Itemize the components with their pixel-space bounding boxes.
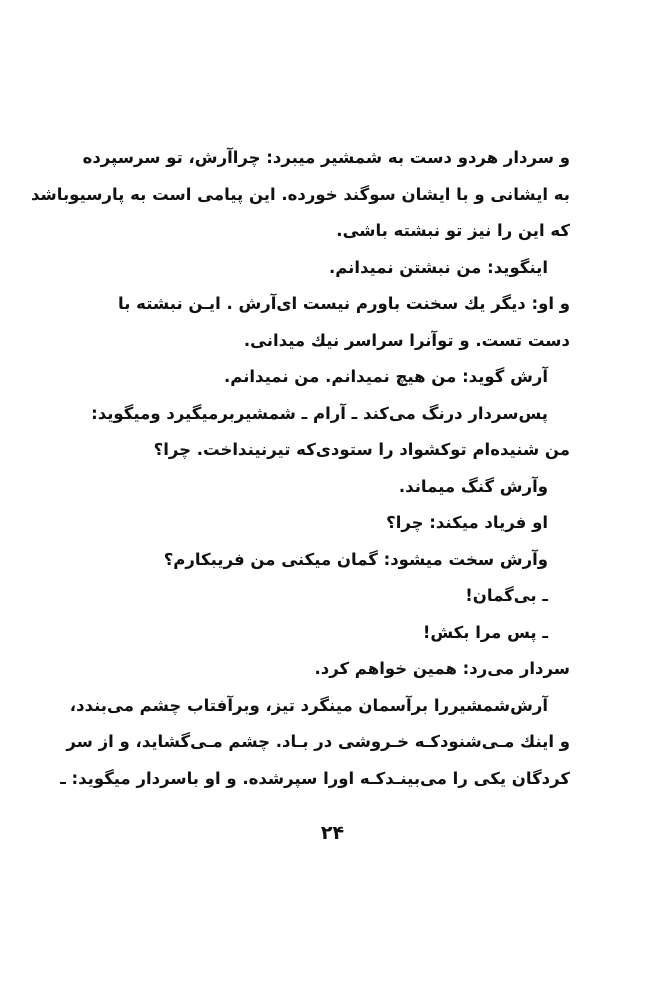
- text-line: و اینك مـی‌شنودکـه خـروشی در بـاد. چشم مـی‌گشاید، و از سر: [66, 732, 570, 751]
- text-line: وآرش گنگ میماند.: [398, 476, 548, 496]
- text-line: سردار می‌ر‌د: همین خواهم کرد.: [314, 659, 570, 678]
- text-line: و او: دیگر یك سخنت باورم نیست ای‌آرش . ایـن نبشته با: [118, 294, 570, 313]
- text-line: ـ بی‌گمان!: [465, 586, 548, 605]
- text-line: دست تست. و توآنرا سراسر نیك میدانی.: [243, 330, 570, 350]
- text-line: و سردار هردو دست به شمشیر میبرد: چراآرش، تو سرسپرده: [82, 148, 570, 167]
- text-line: پس‌سردار درنگ می‌کند ـ آرام ـ شمشیربرمیگیرد ومیگوید:: [91, 403, 548, 423]
- page-number: ۲۴: [320, 822, 345, 844]
- text-line: آرش گوید: من هیچ نمیدانم. من نمیدانم.: [223, 367, 548, 386]
- text-line: او فریاد میکند: چرا؟: [386, 513, 548, 532]
- text-line: اینگوید: من نبشتن نمیدانم.: [328, 257, 548, 277]
- text-line: که این را نیز تو نبشته باشی.: [336, 221, 570, 240]
- text-line: آرش‌شمشیررا برآسمان مینگرد تیز، وبرآفتاب چشم می‌بندد،: [69, 695, 548, 715]
- text-line: کردگان یکی را می‌بینـدکـه اورا سپرشده. و او باسردار میگوید: ـ: [60, 768, 570, 788]
- text-line: ـ پس مرا بکش!: [422, 622, 548, 642]
- text-line: من شنیده‌ام توکشواد را ستودی‌که تیرنینداخت. چرا؟: [153, 440, 570, 459]
- text-line: به ایشانی و با ایشان سوگند خورده. این پیامی است به پارسیوباشد: [31, 184, 570, 204]
- body-text: [31, 140, 570, 797]
- text-line: وآرش سخت میشود: گمان میکنی من فریبکارم؟: [163, 549, 548, 569]
